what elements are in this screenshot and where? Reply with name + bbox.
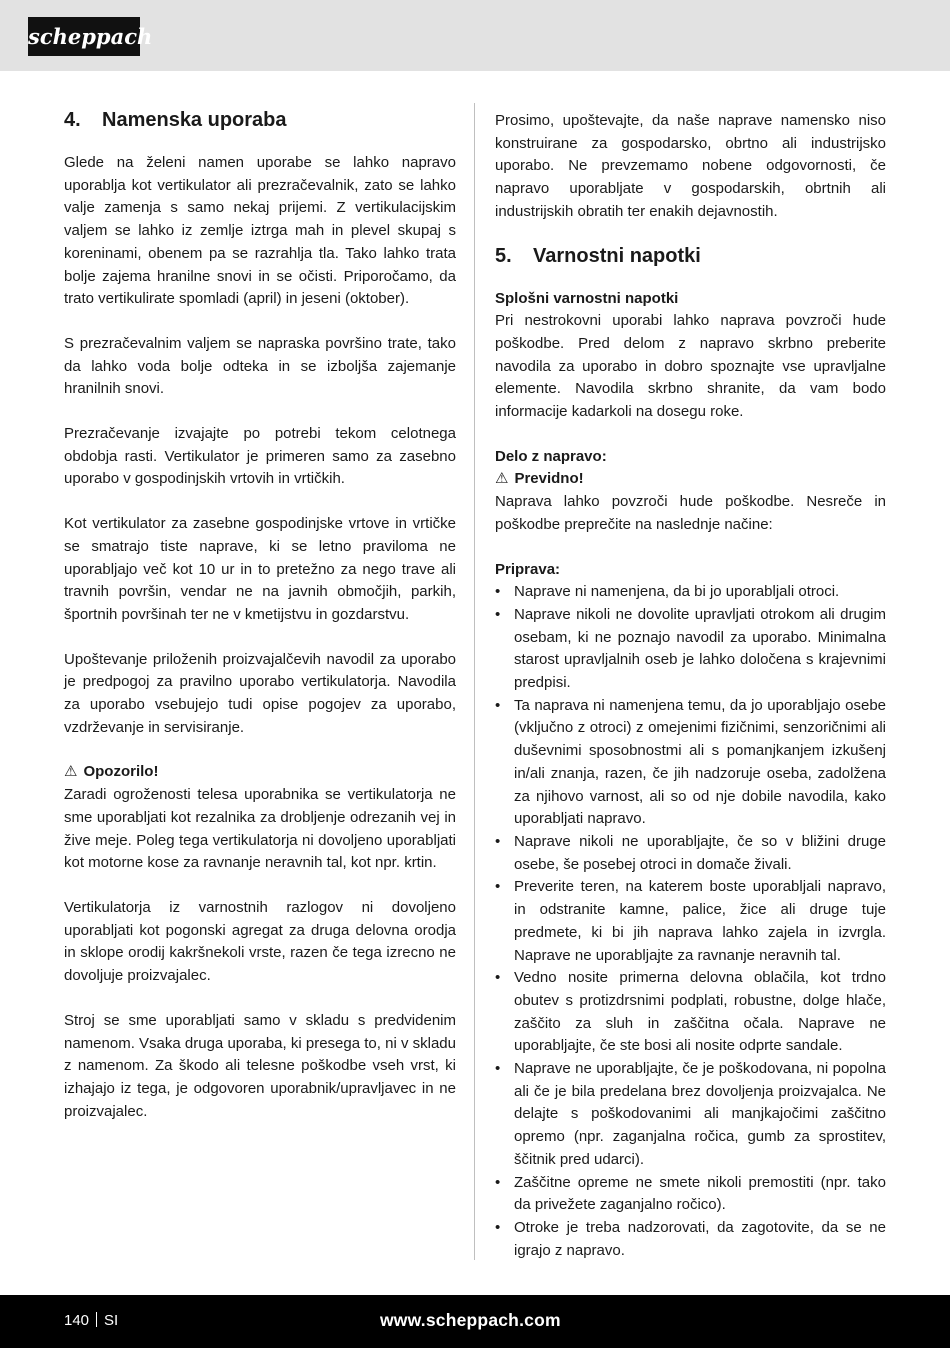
section-title: Varnostni napotki [533,244,701,267]
list-item: • Naprave ni namenjena, da bi jo uporabljali otroci. [495,581,886,604]
warning-text: Zaradi ogroženosti telesa uporabnika se vertikulatorja ne sme uporabljati kot rezalnika za drobljenje odrezanih vej in žive meje. Poleg tega vertikulatorja ni dovoljeno uporabljati kot motorne kose za ravnanje neravnih tal, kot npr. krtin. [64,786,456,872]
section-number: 4. [64,109,81,131]
section-number: 5. [495,244,512,267]
safety-list [495,581,886,1262]
section-title: Namenska uporaba [102,109,287,131]
subheading: Delo z napravo: [495,447,607,465]
list-item: • Preverite teren, na katerem boste uporabljali napravo, in odstranite kamne, palice, žice ali druge tuje predmete, ki bi jih naprava lahko zajela in izvrgla. Naprave ne uporabljajte za ravnanje neravnih tal. [495,876,886,967]
list-item: • Ta naprava ni namenjena temu, da jo uporabljajo osebe (vključno z otroci) z omejenimi fizičnimi, senzoričnimi ali duševnimi sposobnostmi ali s pomanjkanjem izkušenj in/ali znanja, razen, če jih nadzoruje oseba, zadolžena za njihovo varnost, ali so od nje dobile navodila, kako uporabljati napravo. [495,695,886,831]
list-item: • Naprave ne uporabljajte, če je poškodovana, ni popolna ali če je bila predelana brez dovoljenja proizvajalca. Ne delajte s poškodovanimi ali manjkajočimi zaščitno opremo (npr. zaganjalna ročica, gumb za sprostitev, ščitnik pred udarci). [495,1058,886,1172]
warning-heading [64,761,456,784]
warning-triangle-icon: ⚠ [495,470,509,488]
scheppach-logo: scheppach [28,17,140,56]
list-item: • Naprave nikoli ne uporabljajte, če so v bližini druge osebe, še posebej otroci in domače živali. [495,831,886,876]
paragraph: Vertikulatorja iz varnostnih razlogov ni dovoljeno uporabljati kot pogonski agregat za druga delovna orodja in sklope orodij kakršnekoli vrste, razen če tega izrecno ne dovoljuje proizvajalec. [64,898,456,985]
website-link[interactable]: www.scheppach.com [380,1310,561,1330]
separator [96,1312,97,1327]
page-number-value: 140 [64,1312,90,1329]
list-item: • Naprave nikoli ne dovolite upravljati otrokom ali drugim osebam, ki ne poznajo navodil za uporabo. Minimalna starost upravljalnih oseb je lahko določena s krajevnimi predpisi. [495,604,886,695]
list-item: • Otroke je treba nadzorovati, da zagotovite, da se ne igrajo z napravo. [495,1217,886,1262]
paragraph: Stroj se sme uporabljati samo v skladu s predvidenim namenom. Vsaka druga uporaba, ki presega to, ni v skladu z namenom. Za škodo ali telesne poškodbe vseh vrst, ki izhajajo iz tega, je odgovoren uporabnik/upravljavec in ne proizvajalec. [64,1011,456,1120]
language-code: SI [104,1312,119,1329]
subheading: Priprava: [495,560,561,578]
paragraph: S prezračevalnim valjem se napraska površino trate, tako da lahko voda bolje odteka in se izboljša zajemanje hranilnih snovi. [64,334,456,398]
paragraph: Naprava lahko povzroči hude poškodbe. Nesreče in poškodbe preprečite na naslednje načine: [495,493,886,533]
paragraph: Upoštevanje priloženih proizvajalčevih navodil za uporabo je predpogoj za pravilno uporabo vertikulatorja. Navodila za uporabo vsebujejo tudi opise pogojev za uporabo, vzdrževanje in servisiranje. [64,650,456,736]
caution-title: Previdno! [514,470,584,488]
caution-heading [495,468,886,491]
section-4-heading [64,108,456,132]
section-5-heading [495,244,886,268]
page-header [0,0,950,71]
paragraph: Kot vertikulator za zasebne gospodinjske vrtove in vrtičke se smatrajo tiste naprave, ki se letno praviloma ne uporabljajo več kot 10 ur in to pretežno za nego trave ali travnih površin, vendar ne na javnih območjih, parkih, športnih površinah ter ne v kmetijstvu in gozdarstvu. [64,515,456,623]
right-column [495,110,886,1262]
list-item: • Zaščitne opreme ne smete nikoli premostiti (npr. tako da privežete zaganjalno ročico). [495,1172,886,1217]
warning-triangle-icon: ⚠ [64,763,78,781]
warning-title: Opozorilo! [83,763,159,781]
list-item: • Vedno nosite primerna delovna oblačila, kot trdno obutev s protizdrsnimi podplati, robustne, dolge hlače, zaščito za sluh in zaščitna očala. Naprave ne uporabljajte, če ste bosi ali nosite odprte sandale. [495,967,886,1058]
column-divider [474,103,475,1260]
subheading: Splošni varnostni napotki [495,289,679,307]
paragraph: Pri nestrokovni uporabi lahko naprava povzroči hude poškodbe. Pred delom z napravo skrbno preberite navodila za uporabo in dobro spoznajte vse upravljalne elemente. Navodila skrbno shranite, da vam bodo informacije kadarkoli na dosegu roke. [495,312,886,421]
left-column [64,108,456,1123]
paragraph: Prosimo, upoštevajte, da naše naprave namensko niso konstruirane za gospodarsko, obrtno ali industrijsko uporabo. Ne prevzemamo nobene odgovornosti, če napravo uporabljate v gospodarskih, obrtnih ali industrijskih obratih ter enakih dejavnostih. [495,112,886,220]
page-footer [0,1295,950,1348]
paragraph: Glede na želeni namen uporabe se lahko napravo uporablja kot vertikulator ali prezračevalnik, zato se lahko valje zamenja s samo nekaj prijemi. Z vertikulacijskim valjem se lahko iz zemlje iztrga mah in plevel skupaj s koreninami, obenem pa se razrahlja tla. Tako lahko trata bolje zajema hranilne snovi in se očisti. Priporočamo, da trato vertikulirate spomladi (april) in jeseni (oktober). [64,154,456,308]
paragraph: Prezračevanje izvajajte po potrebi tekom celotnega obdobja rasti. Vertikulator je primeren samo za zasebno uporabo v gospodinjskih vrtovih in vrtičkih. [64,425,456,488]
page-number [64,1311,118,1331]
